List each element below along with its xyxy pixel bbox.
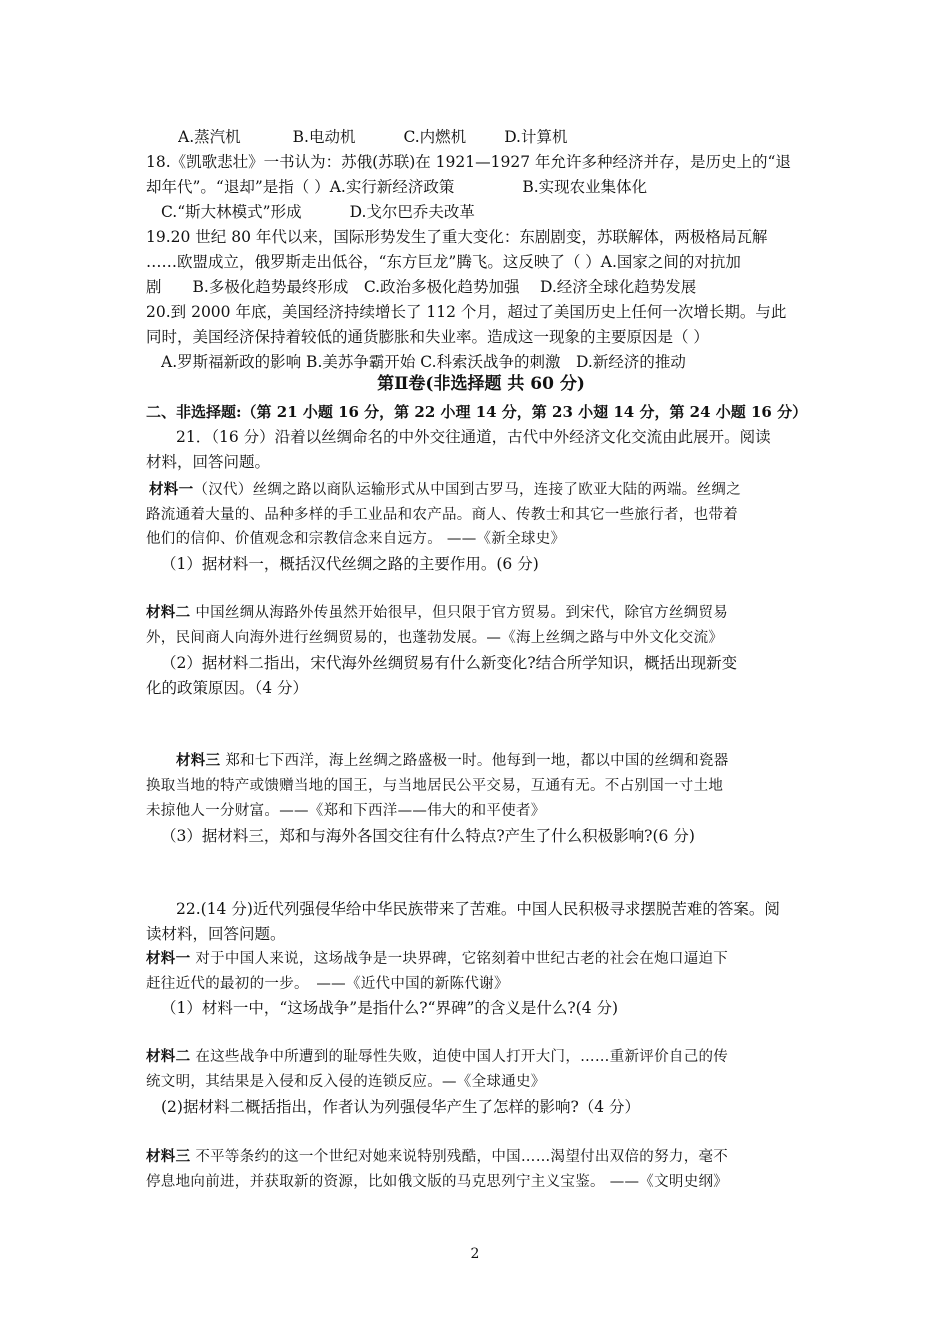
q17-options xyxy=(178,125,816,149)
q20-line-2: 同时，美国经济保持着较低的通货膨胀和失业率。造成这一现象的主要原因是（ ） xyxy=(146,328,709,346)
q22-material-1-label: 材料一 xyxy=(146,950,191,967)
q21-question-2-line-1: （2）据材料二指出，宋代海外丝绸贸易有什么新变化?结合所学知识，概括出现新变 xyxy=(161,654,738,672)
q22-material-1-line-2: 赶往近代的最初的一步。 ——《近代中国的新陈代谢》 xyxy=(146,976,509,992)
q19-line-3: 剧 B.多极化趋势最终形成 C.政治多极化趋势加强 D.经济全球化趋势发展 xyxy=(146,278,697,296)
q22-material-1-text: 对于中国人来说，这场战争是一块界碑，它铭刻着中世纪古老的社会在炮口逼迫下 xyxy=(190,951,729,967)
q22-material-3-label: 材料三 xyxy=(146,1148,191,1165)
q17-option-d: D.计算机 xyxy=(504,128,568,146)
q21-material-1-label: 材料一 xyxy=(149,481,194,498)
q17-option-a: A.蒸汽机 xyxy=(178,128,241,146)
q20-line-3: A.罗斯福新政的影响 B.美苏争霸开始 C.科索沃战争的刺激 D.新经济的推动 xyxy=(161,353,686,371)
q18-stem-option-a: 却年代”。“退却”是指（ ）A.实行新经济政策 xyxy=(146,178,455,196)
section-2-title: 第Ⅱ卷(非选择题 共 60 分) xyxy=(377,374,585,394)
q21-material-2-line-2: 外，民间商人向海外进行丝绸贸易的，也蓬勃发展。—《海上丝绸之路与中外文化交流》 xyxy=(146,630,724,646)
q20-line-1: 20.到 2000 年底，美国经济持续增长了 112 个月，超过了美国历史上任何一次增长期。与此 xyxy=(146,303,787,321)
q18-line-3 xyxy=(161,200,816,224)
q22-material-2-line-2: 统文明，其结果是入侵和反入侵的连锁反应。—《全球通史》 xyxy=(146,1074,546,1090)
q21-material-1-text: （汉代）丝绸之路以商队运输形式从中国到古罗马，连接了欧亚大陆的两端。丝绸之 xyxy=(193,482,742,498)
q21-material-1-line-1 xyxy=(149,478,819,502)
q21-material-2-label: 材料二 xyxy=(146,604,191,621)
q22-material-2-line-1 xyxy=(146,1045,816,1069)
q21-material-1-line-2: 路流通着大量的、品种多样的手工业品和农产品。商人、传教士和其它一些旅行者，也带着 xyxy=(146,507,738,523)
q21-intro-line-2: 材料，回答问题。 xyxy=(146,453,271,471)
q21-question-3: （3）据材料三，郑和与海外各国交往有什么特点?产生了什么积极影响?(6 分) xyxy=(161,827,695,845)
q22-material-1-line-1 xyxy=(146,947,816,971)
q19-line-2: ……欧盟成立，俄罗斯走出低谷，“东方巨龙”腾飞。这反映了（ ）A.国家之间的对抗加 xyxy=(146,253,741,271)
q22-question-2: (2)据材料二概括指出，作者认为列强侵华产生了怎样的影响?（4 分） xyxy=(161,1098,641,1116)
q21-material-2-text: 中国丝绸从海路外传虽然开始很早，但只限于官方贸易。到宋代，除官方丝绸贸易 xyxy=(190,605,729,621)
q18-line-2 xyxy=(146,175,816,199)
q21-material-2-line-1 xyxy=(146,601,816,625)
q21-material-3-text: 郑和七下西洋，海上丝绸之路盛极一时。他每到一地，都以中国的丝绸和瓷器 xyxy=(220,753,729,769)
q22-material-2-label: 材料二 xyxy=(146,1048,191,1065)
q21-material-1-line-3: 他们的信仰、价值观念和宗教信念来自远方。 ——《新全球史》 xyxy=(146,531,566,547)
q21-material-3-line-2: 换取当地的特产或馈赠当地的国王，与当地居民公平交易，互通有无。不占别国一寸土地 xyxy=(146,778,724,794)
q22-material-3-text: 不平等条约的这一个世纪对她来说特别残酷，中国……渴望付出双倍的努力，毫不 xyxy=(190,1149,729,1165)
q21-question-2-line-2: 化的政策原因。（4 分） xyxy=(146,679,309,697)
q21-material-3-label: 材料三 xyxy=(176,752,221,769)
q17-option-c: C.内燃机 xyxy=(403,128,467,146)
q18-option-b: B.实现农业集体化 xyxy=(522,178,648,196)
q21-question-1: （1）据材料一，概括汉代丝绸之路的主要作用。(6 分) xyxy=(161,555,539,573)
q22-question-1: （1）材料一中，“这场战争”是指什么?“界碑”的含义是什么?(4 分) xyxy=(161,999,619,1017)
page-number: 2 xyxy=(470,1246,480,1262)
q22-material-3-line-1 xyxy=(146,1145,816,1169)
q22-intro-line-2: 读材料，回答问题。 xyxy=(146,925,286,943)
q19-line-1: 19.20 世纪 80 年代以来，国际形势发生了重大变化：东剧剧变，苏联解体，两极格局瓦解 xyxy=(146,228,768,246)
q17-option-b: B.电动机 xyxy=(292,128,356,146)
q18-line-1: 18.《凯歌悲壮》一书认为：苏俄(苏联)在 1921—1927 年允许多种经济并存，是历史上的“退 xyxy=(146,153,791,171)
q21-material-3-line-3: 未掠他人一分财富。——《郑和下西洋——伟大的和平使者》 xyxy=(146,803,546,819)
q22-intro-line-1: 22.(14 分)近代列强侵华给中华民族带来了苦难。中国人民积极寻求摆脱苦难的答案。阅 xyxy=(176,900,780,918)
q21-intro-line-1: 21．（16 分）沿着以丝绸命名的中外交往通道，古代中外经济文化交流由此展开。阅读 xyxy=(176,428,771,446)
q22-material-2-text: 在这些战争中所遭到的耻辱性失败，迫使中国人打开大门，……重新评价自己的传 xyxy=(190,1049,729,1065)
section-2-heading: 二、非选择题:（第 21 小题 16 分，第 22 小理 14 分，第 23 小翅 14 分，第 24 小题 16 分） xyxy=(146,403,808,421)
q22-material-3-line-2: 停息地向前进，并获取新的资源，比如俄文版的马克思列宁主义宝鉴。 ——《文明史纲》 xyxy=(146,1174,729,1190)
q18-option-d: D.戈尔巴乔夫改革 xyxy=(349,203,475,221)
q18-option-c: C.“斯大林模式”形成 xyxy=(161,203,302,221)
q21-material-3-line-1 xyxy=(176,749,816,773)
